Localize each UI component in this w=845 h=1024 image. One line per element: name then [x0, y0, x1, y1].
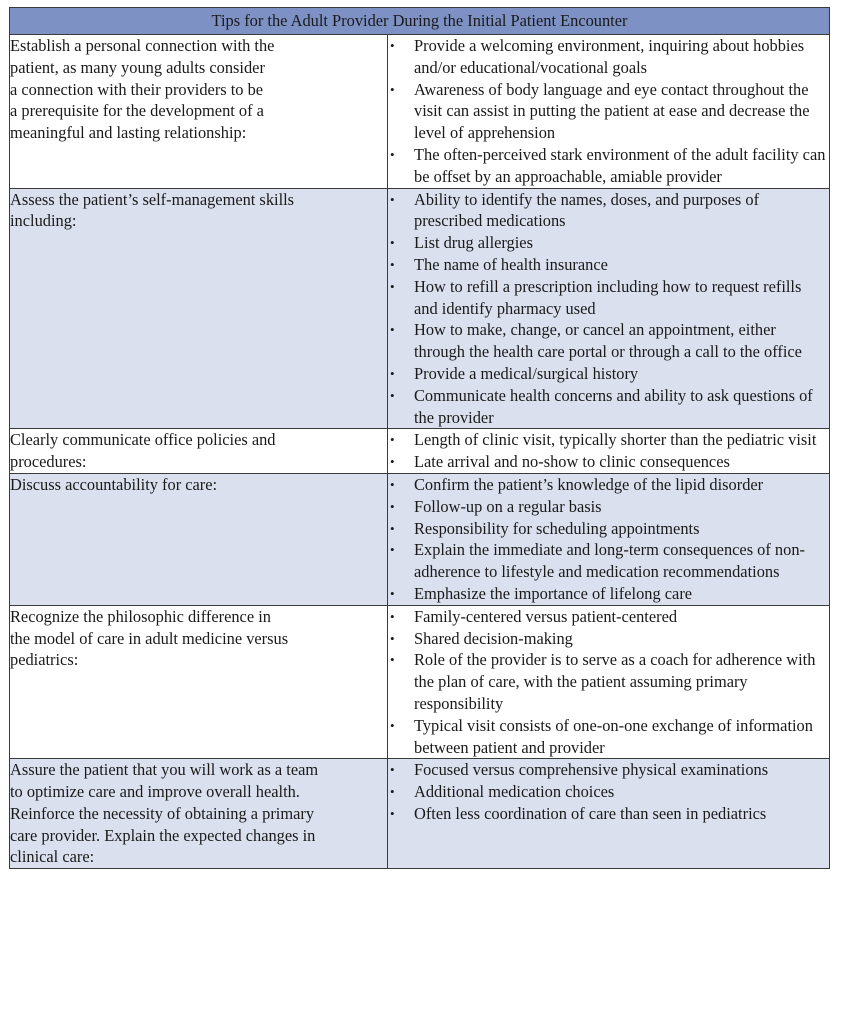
bullet-icon: •: [390, 585, 395, 601]
table-row: [10, 473, 830, 605]
list-item-text: Additional medication choices: [414, 782, 615, 802]
bullet-list: [388, 429, 829, 473]
bullet-icon: •: [390, 630, 395, 646]
recommendation-line: Clearly communicate office policies and: [10, 430, 276, 450]
recommendation-line: Assure the patient that you will work as a team: [10, 760, 319, 780]
table-title: Tips for the Adult Provider During the Initial Patient Encounter: [10, 8, 830, 35]
details-cell: [388, 473, 830, 605]
recommendation-line: the model of care in adult medicine versus: [10, 628, 289, 648]
bullet-icon: •: [390, 278, 395, 294]
list-item: [388, 385, 829, 429]
recommendation-line: to optimize care and improve overall health.: [10, 782, 300, 802]
list-item-text: Follow-up on a regular basis: [414, 496, 602, 516]
list-item: [388, 232, 829, 254]
list-item-text: Provide a medical/surgical history: [414, 363, 639, 383]
bullet-icon: •: [390, 762, 395, 778]
recommendation-line: a prerequisite for the development of a: [10, 101, 264, 121]
list-item-text: Role of the provider is to serve as a coach for adherence with the plan of care, with the patient assuming primary responsibility: [414, 650, 816, 713]
list-item: [388, 606, 829, 628]
list-item-text: Typical visit consists of one-on-one exchange of information between patient and provider: [414, 715, 813, 757]
table-row: [10, 759, 830, 869]
list-item-text: Length of clinic visit, typically shorter than the pediatric visit: [414, 430, 817, 450]
bullet-icon: •: [390, 432, 395, 448]
list-item: [388, 429, 829, 451]
recommendation-line: care provider. Explain the expected changes in: [10, 825, 316, 845]
list-item-text: Family-centered versus patient-centered: [414, 606, 678, 626]
list-item: [388, 715, 829, 759]
bullet-list: [388, 35, 829, 188]
table-row: [10, 605, 830, 759]
header-row: [10, 8, 830, 35]
list-item: [388, 254, 829, 276]
recommendation-line: Assess the patient’s self-management skills: [10, 189, 295, 209]
bullet-list: [388, 606, 829, 759]
details-cell: [388, 188, 830, 429]
list-item: [388, 319, 829, 363]
bullet-list: [388, 759, 829, 824]
recommendation-line: pediatrics:: [10, 650, 79, 670]
list-item: [388, 276, 829, 320]
list-item-text: How to refill a prescription including how to request refills and identify pharmacy used: [414, 276, 802, 318]
list-item: [388, 759, 829, 781]
list-item: [388, 518, 829, 540]
bullet-icon: •: [390, 191, 395, 207]
recommendation-line: Discuss accountability for care:: [10, 474, 218, 494]
bullet-icon: •: [390, 387, 395, 403]
list-item: [388, 496, 829, 518]
list-item: [388, 628, 829, 650]
list-item-text: Explain the immediate and long-term consequences of non-adherence to lifestyle and medication recommendations: [414, 540, 805, 582]
details-cell: [388, 35, 830, 189]
list-item-text: List drug allergies: [414, 233, 533, 253]
table-row: [10, 35, 830, 189]
table-row: [10, 188, 830, 429]
recommendation-line: clinical care:: [10, 847, 95, 867]
list-item-text: Communicate health concerns and ability to ask questions of the provider: [414, 385, 813, 427]
recommendation-line: Reinforce the necessity of obtaining a primary: [10, 803, 315, 823]
bullet-icon: •: [390, 805, 395, 821]
recommendation-line: Establish a personal connection with the: [10, 36, 275, 55]
bullet-icon: •: [390, 652, 395, 668]
list-item: [388, 781, 829, 803]
tips-table: [9, 7, 830, 869]
list-item: [388, 144, 829, 188]
details-cell: [388, 429, 830, 474]
bullet-list: [388, 474, 829, 605]
list-item-text: The name of health insurance: [414, 254, 608, 274]
bullet-icon: •: [390, 717, 395, 733]
list-item: [388, 803, 829, 825]
list-item-text: Emphasize the importance of lifelong care: [414, 583, 693, 603]
list-item-text: Confirm the patient’s knowledge of the lipid disorder: [414, 474, 764, 494]
list-item-text: Ability to identify the names, doses, and purposes of prescribed medications: [414, 189, 760, 231]
list-item: [388, 474, 829, 496]
list-item: [388, 35, 829, 79]
recommendation-cell: [10, 429, 388, 474]
list-item: [388, 539, 829, 583]
list-item: [388, 451, 829, 473]
list-item-text: Late arrival and no-show to clinic consequences: [414, 452, 730, 472]
recommendation-cell: [10, 605, 388, 759]
table-body: [10, 35, 830, 869]
bullet-icon: •: [390, 81, 395, 97]
bullet-icon: •: [390, 784, 395, 800]
bullet-icon: •: [390, 608, 395, 624]
list-item-text: Focused versus comprehensive physical examinations: [414, 760, 769, 780]
bullet-icon: •: [390, 454, 395, 470]
bullet-icon: •: [390, 520, 395, 536]
recommendation-line: including:: [10, 211, 77, 231]
list-item-text: How to make, change, or cancel an appointment, either through the health care portal or through a call to the office: [414, 320, 802, 362]
bullet-icon: •: [390, 256, 395, 272]
recommendation-line: a connection with their providers to be: [10, 79, 264, 99]
bullet-icon: •: [390, 542, 395, 558]
bullet-icon: •: [390, 476, 395, 492]
list-item-text: The often-perceived stark environment of the adult facility can be offset by an approachable, amiable provider: [414, 144, 826, 186]
bullet-list: [388, 189, 829, 429]
bullet-icon: •: [390, 498, 395, 514]
list-item-text: Awareness of body language and eye contact throughout the visit can assist in putting the patient at ease and decrease the level of apprehension: [414, 79, 810, 143]
list-item: [388, 583, 829, 605]
list-item: [388, 363, 829, 385]
list-item: [388, 79, 829, 144]
recommendation-line: meaningful and lasting relationship:: [10, 123, 247, 143]
details-cell: [388, 605, 830, 759]
bullet-icon: •: [390, 38, 395, 53]
bullet-icon: •: [390, 365, 395, 381]
recommendation-line: patient, as many young adults consider: [10, 57, 265, 77]
list-item: [388, 649, 829, 714]
recommendation-cell: [10, 473, 388, 605]
recommendation-line: procedures:: [10, 452, 87, 472]
recommendation-cell: [10, 759, 388, 869]
bullet-icon: •: [390, 146, 395, 162]
list-item-text: Often less coordination of care than seen in pediatrics: [414, 803, 767, 823]
recommendation-line: Recognize the philosophic difference in: [10, 606, 271, 626]
list-item-text: Responsibility for scheduling appointments: [414, 518, 700, 538]
list-item: [388, 189, 829, 233]
bullet-icon: •: [390, 235, 395, 251]
details-cell: [388, 759, 830, 869]
recommendation-cell: [10, 35, 388, 189]
table-row: [10, 429, 830, 474]
bullet-icon: •: [390, 322, 395, 338]
list-item-text: Provide a welcoming environment, inquiring about hobbies and/or educational/vocational goals: [414, 36, 805, 77]
list-item-text: Shared decision-making: [414, 628, 573, 648]
recommendation-cell: [10, 188, 388, 429]
